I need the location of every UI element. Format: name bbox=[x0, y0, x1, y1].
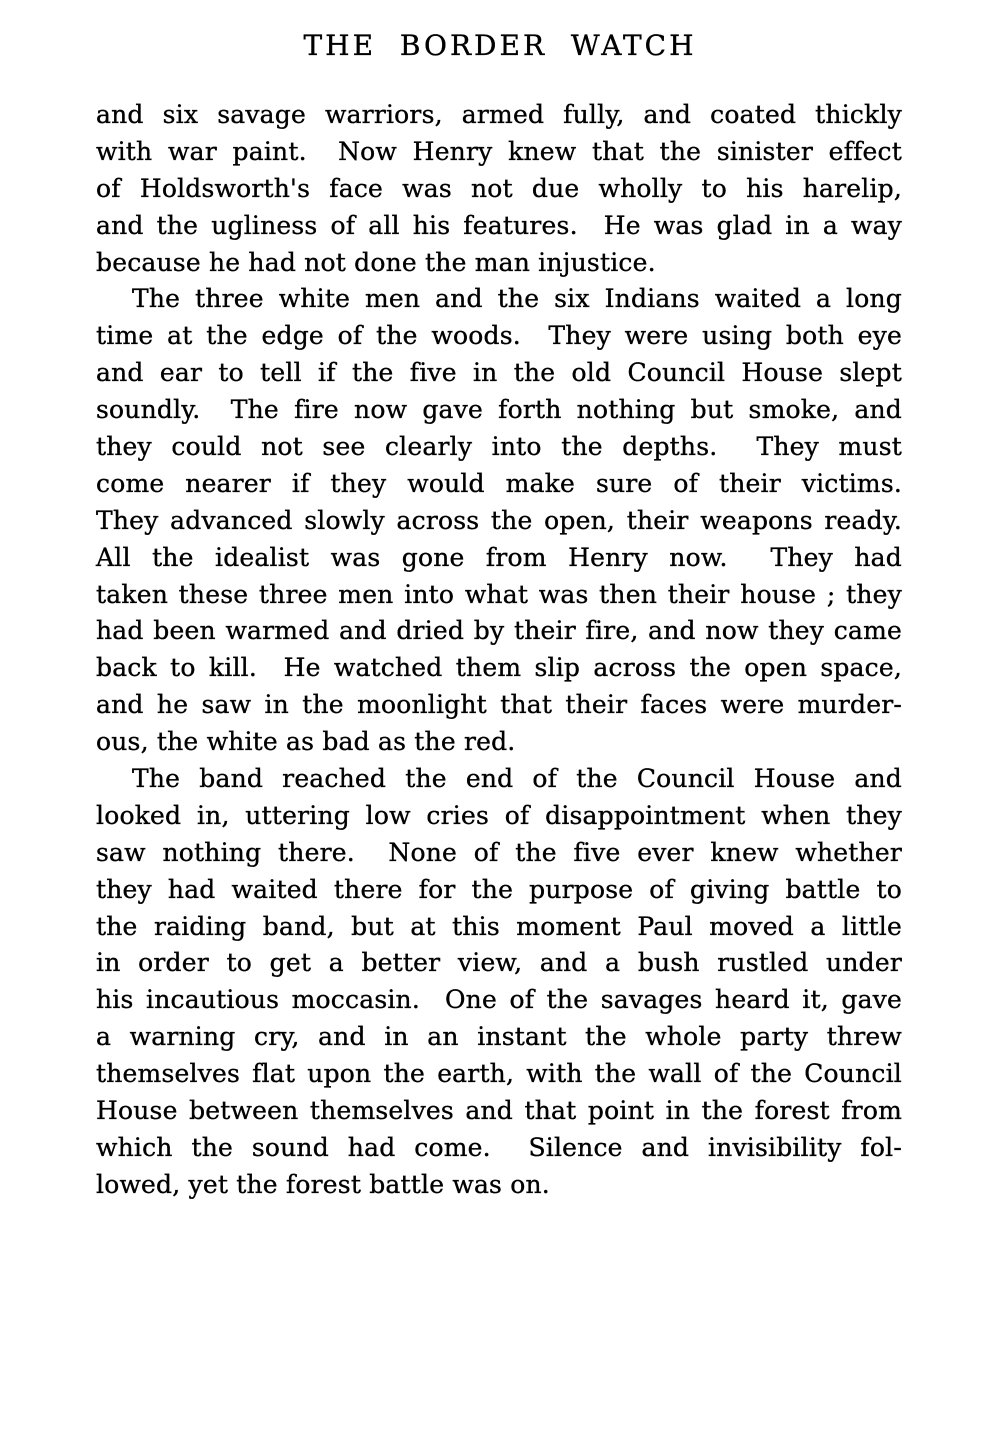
text-line: The three white men and the six Indians waited a long bbox=[132, 284, 902, 314]
text-line: the raiding band, but at this moment Paul moved a little bbox=[96, 911, 902, 941]
text-line: themselves flat upon the earth, with the wall of the Council bbox=[96, 1059, 902, 1089]
text-line: and the ugliness of all his features. He was glad in a way bbox=[96, 210, 902, 240]
text-line: soundly. The fire now gave forth nothing but smoke, and bbox=[96, 395, 902, 425]
text-line: saw nothing there. None of the five ever knew whether bbox=[96, 837, 902, 867]
text-line: had been warmed and dried by their fire, and now they came bbox=[96, 616, 902, 646]
text-line: they had waited there for the purpose of giving battle to bbox=[96, 874, 902, 904]
text-line: House between themselves and that point in the forest from bbox=[96, 1096, 902, 1126]
text-line: of Holdsworth's face was not due wholly to his harelip, bbox=[96, 173, 902, 203]
text-line: and ear to tell if the five in the old Council House slept bbox=[96, 358, 902, 388]
text-line: his incautious moccasin. One of the savages heard it, gave bbox=[96, 985, 902, 1015]
text-line: and six savage warriors, armed fully, and coated thickly bbox=[96, 100, 902, 129]
text-line: because he had not done the man injustice. bbox=[96, 247, 656, 277]
text-line: ous, the white as bad as the red. bbox=[96, 727, 516, 757]
text-line: back to kill. He watched them slip across the open space, bbox=[96, 653, 902, 683]
text-line: lowed, yet the forest battle was on. bbox=[96, 1169, 550, 1199]
text-line: taken these three men into what was then their house ; they bbox=[96, 579, 902, 609]
text-line: looked in, uttering low cries of disappointment when they bbox=[96, 800, 902, 830]
text-line: with war paint. Now Henry knew that the sinister effect bbox=[96, 136, 902, 166]
text-line: They advanced slowly across the open, their weapons ready. bbox=[96, 505, 902, 535]
text-line: a warning cry, and in an instant the whole party threw bbox=[96, 1022, 902, 1052]
text-line: they could not see clearly into the depths. They must bbox=[96, 432, 902, 462]
text-line: which the sound had come. Silence and invisibility fol- bbox=[96, 1132, 902, 1162]
text-line: time at the edge of the woods. They were using both eye bbox=[96, 321, 902, 351]
text-line: come nearer if they would make sure of their victims. bbox=[96, 468, 902, 498]
text-line: and he saw in the moonlight that their faces were murder- bbox=[96, 690, 902, 720]
text-line: All the idealist was gone from Henry now. They had bbox=[96, 542, 902, 572]
text-line: The band reached the end of the Council House and bbox=[132, 764, 902, 794]
text-line: in order to get a better view, and a bush rustled under bbox=[96, 948, 902, 978]
page-text bbox=[96, 97, 902, 1204]
page-title: THE BORDER WATCH bbox=[303, 29, 697, 62]
